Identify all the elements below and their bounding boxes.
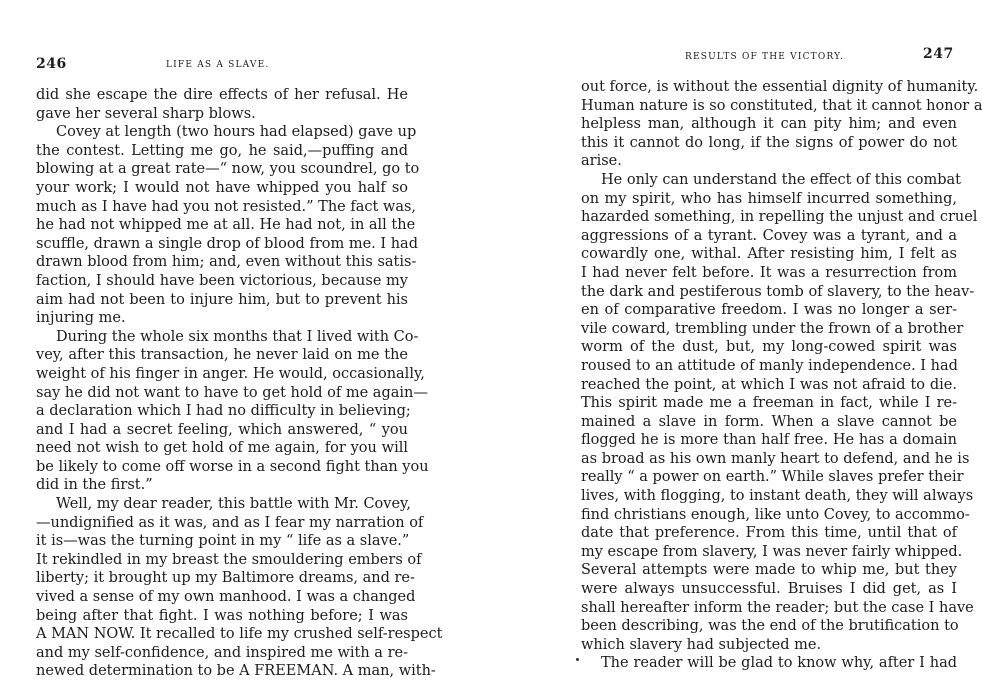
text-line: faction, I should have been victorious, because my [36,272,408,289]
text-line: vey, after this transaction, he never laid on me the [36,347,408,364]
text-line: my escape from slavery, I was never fairly whipped. [581,543,963,560]
left-running-head: LIFE AS A SLAVE. [166,60,270,70]
text-line: vived a sense of my own manhood. I was a changed [36,589,416,606]
text-line: —undignified as it was, and as I fear my narration of [36,514,424,531]
text-line: liberty; it brought up my Baltimore dreams, and re- [36,570,415,587]
text-line: arise. [581,153,622,170]
text-line: Human nature is so constituted, that it cannot honor a [581,97,982,114]
text-line: your work; I would not have whipped you half so [36,179,408,196]
right-page-number: 247 [923,46,954,62]
text-line: It rekindled in my breast the smouldering embers of [36,551,422,568]
text-line: a declaration which I had no difficulty in believing; [36,403,411,420]
text-line: shall hereafter inform the reader; but the case I have [581,599,974,616]
text-line: weight of his finger in anger. He would, occasionally, [36,365,425,382]
text-line: cowardly one, withal. After resisting him, I felt as [581,246,957,263]
text-line: did she escape the dire effects of her refusal. He [36,87,408,103]
text-line: vile coward, trembling under the frown of a brother [581,320,964,337]
text-line: mained a slave in form. When a slave cannot be [581,413,957,430]
text-line: injuring me. [36,310,126,327]
left-page-text [36,86,443,681]
text-line: He only can understand the effect of this combat [601,171,961,188]
text-line: aim had not been to injure him, but to prevent his [36,291,408,308]
text-line: blowing at a great rate—“ now, you scoundrel, go to [36,161,420,178]
text-line: were always unsuccessful. Bruises I did get, as I [581,581,957,598]
text-line: date that preference. From this time, until that of [581,525,957,542]
text-line: Covey at length (two hours had elapsed) gave up [56,124,417,141]
text-line: During the whole six months that I lived with Co- [56,328,419,345]
text-line: Well, my dear reader, this battle with Mr. Covey, [56,496,411,513]
text-line: aggressions of a tyrant. Covey was a tyrant, and a [581,227,957,244]
right-running-head: RESULTS OF THE VICTORY. [685,52,845,62]
text-line: the dark and pestiferous tomb of slavery, to the heav- [581,283,975,300]
text-line: helpless man, although it can pity him; and even [581,116,957,133]
text-line: which slavery had subjected me. [581,636,822,653]
text-line: flogged he is more than half free. He has a domain [581,432,957,449]
text-line: say he did not want to have to get hold of me again— [36,384,428,401]
text-line: gave her several sharp blows. [36,105,256,122]
text-line: roused to an attitude of manly independence. I had [581,357,958,374]
text-line: and I had a secret feeling, which answered, “ you [36,421,408,438]
text-line: drawn blood from him; and, even without this satis- [36,254,417,271]
text-line: he had not whipped me at all. He had not, in all the [36,217,416,234]
left-page-number: 246 [36,56,67,72]
text-line: as broad as his own manly heart to defend, and he is [581,450,970,467]
text-line: lives, with flogging, to instant death, they will always [581,488,974,505]
right-page-text [581,78,982,673]
text-line: find christians enough, like unto Covey, to accommo- [581,506,970,523]
text-line: worm of the dust, but, my long-cowed spirit was [581,339,957,356]
text-line: being after that fight. I was nothing before; I was [36,607,408,624]
text-line: scuffle, drawn a single drop of blood from me. I had [36,235,418,252]
text-line: reached the point, at which I was not afraid to die. [581,376,957,393]
text-line: this it cannot do long, if the signs of power do not [581,134,957,151]
text-line: really “ a power on earth.” While slaves prefer their [581,469,964,486]
text-line: The reader will be glad to know why, after I had [601,655,957,672]
text-line: the contest. Letting me go, he said,—puffing and [36,142,408,159]
text-line: need not wish to get hold of me again, for you will [36,440,408,457]
text-line: A MAN NOW. It recalled to life my crushed self-respect [36,626,443,643]
text-line: en of comparative freedom. I was no longer a ser- [581,302,957,319]
text-line: This spirit made me a freeman in fact, while I re- [581,395,957,412]
text-line: and my self-confidence, and inspired me with a re- [36,644,408,661]
text-line: it is—was the turning point in my “ life as a slave.” [36,533,410,550]
text-line: been describing, was the end of the brutification to [581,618,959,635]
gutter-speck [576,658,579,661]
text-line: did in the first.” [36,477,153,494]
text-line: on my spirit, who has himself incurred something, [581,190,957,207]
text-line: out force, is without the essential dignity of humanity. [581,79,979,95]
text-line: Several attempts were made to whip me, but they [581,562,957,579]
text-line: newed determination to be A FREEMAN. A man, with- [36,663,436,680]
text-line: I had never felt before. It was a resurrection from [581,264,957,281]
text-line: be likely to come off worse in a second fight than you [36,458,429,475]
text-line: much as I have had you not resisted.” The fact was, [36,198,417,215]
text-line: hazarded something, in repelling the unjust and cruel [581,209,978,226]
